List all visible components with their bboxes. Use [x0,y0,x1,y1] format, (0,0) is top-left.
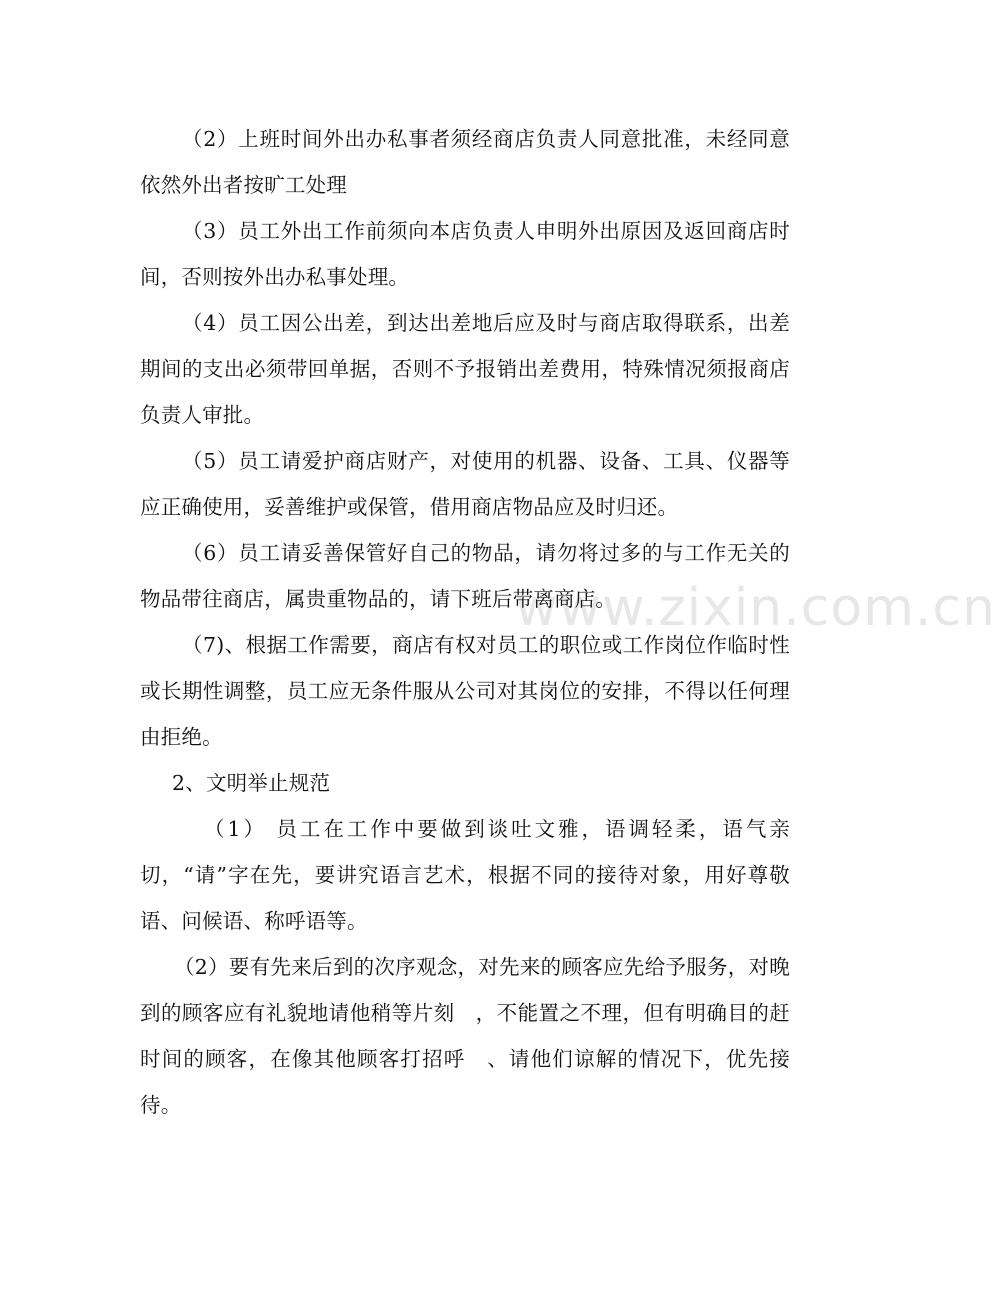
paragraph-conduct-2: （2）要有先来后到的次序观念，对先来的顾客应先给予服务，对晚到的顾客应有礼貌地请他稍等片刻 ，不能置之不理，但有明确目的赶时间的顾客，在像其他顾客打招呼 、请他们谅解的情况下，优先接待。 [140,955,790,1117]
paragraph-3: （3）员工外出工作前须向本店负责人申明外出原因及返回商店时间，否则按外出办私事处理。 [140,219,790,289]
paragraph-conduct-1: （1） 员工在工作中要做到谈吐文雅，语调轻柔，语气亲切，“请”字在先，要讲究语言艺术，根据不同的接待对象，用好尊敬语、问候语、称呼语等。 [140,817,790,933]
document-body [140,116,790,1128]
watermark: www.zixin.com.cn [515,578,996,638]
paragraph-5: （5）员工请爱护商店财产，对使用的机器、设备、工具、仪器等应正确使用，妥善维护或保管，借用商店物品应及时归还。 [140,449,790,519]
paragraph-7: （7)、根据工作需要，商店有权对员工的职位或工作岗位作临时性或长期性调整，员工应无条件服从公司对其岗位的安排，不得以任何理由拒绝。 [140,633,790,749]
paragraph-2: （2）上班时间外出办私事者须经商店负责人同意批准，未经同意依然外出者按旷工处理 [140,127,790,197]
section-heading: 2、文明举止规范 [172,771,331,795]
paragraph-6: （6）员工请妥善保管好自己的物品，请勿将过多的与工作无关的物品带往商店，属贵重物品的，请下班后带离商店。 [140,541,790,611]
paragraph-4: （4）员工因公出差，到达出差地后应及时与商店取得联系，出差期间的支出必须带回单据，否则不予报销出差费用，特殊情况须报商店负责人审批。 [140,311,790,427]
